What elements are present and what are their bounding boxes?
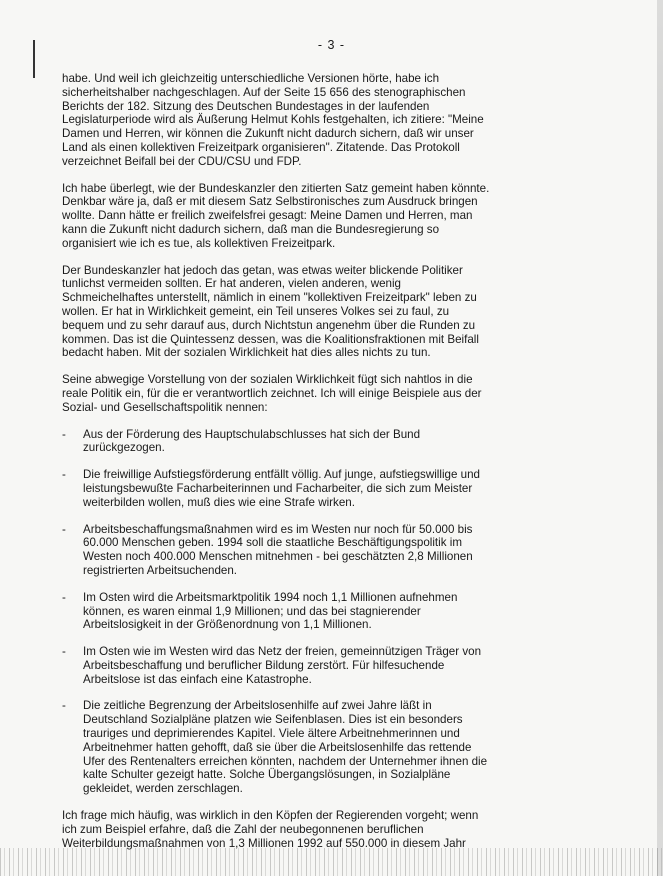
closing-paragraph: Ich frage mich häufig, was wirklich in den Köpfen der Regierenden vorgeht; wenn ich zum Beispiel erfahre, daß die Zahl der neubegonnenen beruflichen Weiterbildungsmaßnahmen von 1,3 Millionen 1992 auf 550.000 in diesem Jahr	[62, 809, 479, 850]
list-item-text: Im Osten wird die Arbeitsmarktpolitik 1994 noch 1,1 Millionen aufnehmen können, es waren einmal 1,9 Millionen; und das bei stagnierender Arbeitslosigkeit in der Größenordnung von 1,1 Millionen.	[83, 590, 458, 632]
list-item	[62, 699, 494, 796]
paragraph-1: habe. Und weil ich gleichzeitig unterschiedliche Versionen hörte, habe ich sicherheitshalber nachgeschlagen. Auf der Seite 15 656 des stenographischen Berichts der 182. Sitzung des Deutschen Bundestages in der laufenden Legislaturperiode wird als Äußerung Helmut Kohls festgehalten, ich zitiere: "Meine Damen und Herren, wir können die Zukunft nicht dadurch sichern, daß wir unser Land als einen kollektiven Freizeitpark organisieren". Zitatende. Das Protokoll verzeichnet Beifall bei der CDU/CSU und FDP.	[62, 72, 484, 168]
list-item	[62, 523, 494, 578]
list-item	[62, 591, 494, 632]
list-item-text: Aus der Förderung des Hauptschulabschlusses hat sich der Bund zurückgezogen.	[83, 427, 421, 455]
paragraph-4: Seine abwegige Vorstellung von der sozialen Wirklichkeit fügt sich nahtlos in die reale Politik ein, für die er verantwortlich zeichnet. Ich will einige Beispiele aus der Sozial- und Gesellschaftspolitik nennen:	[62, 373, 482, 414]
list-marker: -	[62, 645, 66, 659]
paragraph-3: Der Bundeskanzler hat jedoch das getan, was etwas weiter blickende Politiker tunlichst vermeiden sollten. Er hat anderen, vielen anderen, wenig Schmeichelhaftes unterstellt, nämlich in einem "kollektiven Freizeitpark" leben zu wollen. Er hat in Wirklichkeit gemeint, ein Teil unseres Volkes sei zu faul, zu bequem und zu sehr darauf aus, durch Nichtstun angenehm über die Runden zu kommen. Das ist die Quintessenz dessen, was die Koalitionsfraktionen mit Beifall bedacht haben. Mit der sozialen Wirklichkeit hat dies alles nichts zu tun.	[62, 263, 479, 360]
list-marker: -	[62, 522, 66, 536]
examples-list	[62, 428, 494, 797]
document-body	[62, 72, 494, 863]
list-item-text: Im Osten wie im Westen wird das Netz der freien, gemeinnützigen Träger von Arbeitsbeschaffung und beruflicher Bildung zerstört. Für hilfesuchende Arbeitslose ist das einfach eine Katastrophe.	[83, 645, 482, 686]
list-item-text: Die zeitliche Begrenzung der Arbeitslosenhilfe auf zwei Jahre läßt in Deutschland Sozialpläne platzen wie Seifenblasen. Dies ist ein besonders trauriges und deprimierendes Kapitel. Viele ältere Arbeitnehmerinnen und Arbeitnehmer hatten gehofft, daß sie über die Arbeitslosenhilfe das rettende Ufer des Rentenalters erreichen könnten, nachdem der Unternehmer ihnen die kalte Schulter gezeigt hatte. Solche Übergangslösungen, in Sozialpläne gekleidet, werden zerschlagen.	[83, 699, 488, 796]
paragraph-2: Ich habe überlegt, wie der Bundeskanzler den zitierten Satz gemeint haben könnte. Denkbar wäre ja, daß er mit diesem Satz Selbstironisches zum Ausdruck bringen wollte. Dann hätte er freilich zweifelsfrei gesagt: Meine Damen und Herren, man kann die Zukunft nicht dadurch sichern, daß man die Bundesregierung so organisiert wie ich es tue, als kollektiven Freizeitpark.	[62, 181, 490, 250]
list-marker: -	[62, 468, 66, 482]
list-item	[62, 468, 494, 509]
list-marker: -	[62, 590, 66, 604]
list-marker: -	[62, 699, 66, 713]
list-item-text: Die freiwillige Aufstiegsförderung entfällt völlig. Auf junge, aufstiegswillige und leistungsbewußte Facharbeiterinnen und Facharbeiter, die sich zum Meister weiterbilden wollen, muß dies wie eine Strafe wirken.	[83, 468, 480, 509]
page-number: - 3 -	[317, 38, 346, 52]
list-item-text: Arbeitsbeschaffungsmaßnahmen wird es im Westen nur noch für 50.000 bis 60.000 Menschen geben. 1994 soll die staatliche Beschäftigungspolitik im Westen noch 400.000 Menschen mitnehmen - bei geschätzten 2,8 Millionen registrierten Arbeitsuchenden.	[83, 522, 473, 577]
scan-edge-right	[657, 0, 663, 876]
list-marker: -	[62, 427, 66, 441]
scan-edge-bottom	[0, 848, 663, 876]
list-item	[62, 645, 494, 686]
list-item	[62, 428, 494, 456]
